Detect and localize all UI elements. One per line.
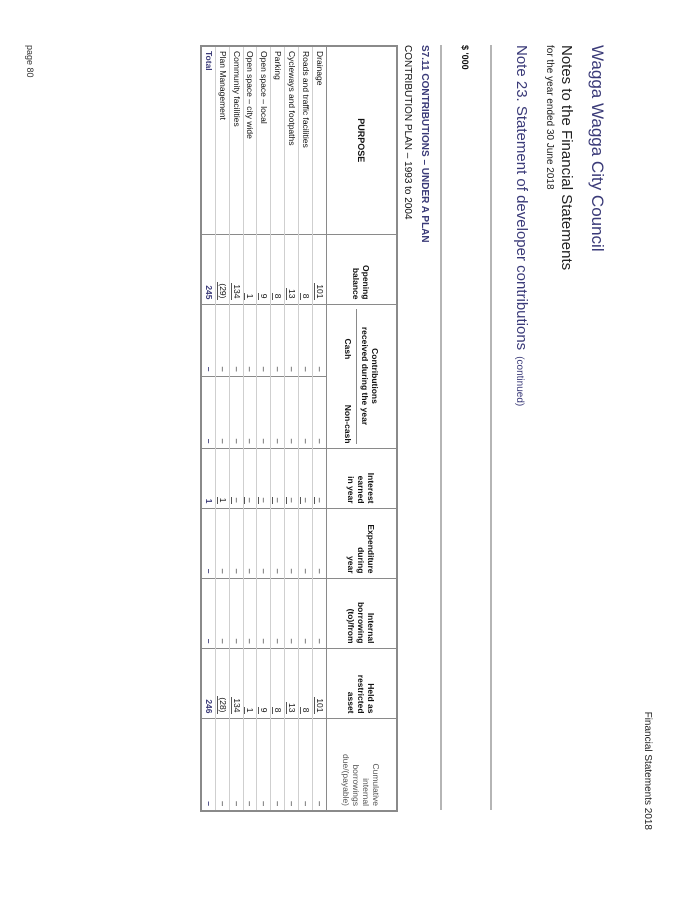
table-row (299, 46, 313, 811)
cell-cumulative: – (285, 718, 299, 811)
header-opening: Opening balance (327, 234, 398, 304)
cell-noncash: – (271, 376, 285, 448)
header-expenditure: Expenditure during year (327, 508, 398, 578)
cell-purpose: Open space – local (257, 46, 271, 234)
cell-opening: (29) (215, 234, 229, 304)
divider (490, 45, 492, 810)
cell-cumulative: – (243, 718, 257, 811)
cell-cumulative: – (229, 718, 243, 811)
cell-cash: – (313, 304, 327, 376)
header-noncash: Non-cash (343, 404, 353, 444)
cell-held: 8 (299, 648, 313, 718)
cell-noncash: – (229, 376, 243, 448)
cell-held: 1 (243, 648, 257, 718)
cell-held: 9 (257, 648, 271, 718)
cell-cash: – (201, 304, 215, 376)
table-body (201, 46, 327, 811)
cell-cumulative: – (201, 718, 215, 811)
header-contributions (327, 304, 398, 448)
units-label: $ '000 (460, 45, 470, 70)
cell-cash: – (229, 304, 243, 376)
cell-cash: – (271, 304, 285, 376)
cell-internal: – (201, 578, 215, 648)
cell-cumulative: – (257, 718, 271, 811)
cell-interest: 1 (201, 448, 215, 508)
cell-expenditure: – (285, 508, 299, 578)
table-row (215, 46, 229, 811)
cell-purpose: Total (201, 46, 215, 234)
cell-held: 8 (271, 648, 285, 718)
cell-internal: – (243, 578, 257, 648)
header-interest: Interest earned in year (327, 448, 398, 508)
cell-purpose: Parking (271, 46, 285, 234)
cell-expenditure: – (201, 508, 215, 578)
cell-held: 101 (313, 648, 327, 718)
table-header-row (327, 46, 398, 811)
cell-opening: 1 (243, 234, 257, 304)
contributions-table (200, 45, 398, 812)
table-row (271, 46, 285, 811)
cell-cumulative: – (299, 718, 313, 811)
cell-opening: 245 (201, 234, 215, 304)
cell-internal: – (215, 578, 229, 648)
cell-interest: – (271, 448, 285, 508)
notes-subtitle: for the year ended 30 June 2018 (544, 45, 555, 190)
cell-noncash: – (201, 376, 215, 448)
header-contributions-title: Contributions received during the year (356, 309, 380, 444)
cell-expenditure: – (313, 508, 327, 578)
cell-cumulative: – (271, 718, 285, 811)
note-continued: (continued) (514, 356, 525, 407)
cell-noncash: – (285, 376, 299, 448)
cell-opening: 8 (271, 234, 285, 304)
header-purpose: PURPOSE (327, 46, 398, 234)
cell-held: 134 (229, 648, 243, 718)
cell-opening: 8 (299, 234, 313, 304)
cell-interest: – (313, 448, 327, 508)
cell-cash: – (299, 304, 313, 376)
header-internal: Internal borrowing (to)/from (327, 578, 398, 648)
table-row (243, 46, 257, 811)
cell-purpose: Open space – city wide (243, 46, 257, 234)
cell-opening: 134 (229, 234, 243, 304)
cell-held: 13 (285, 648, 299, 718)
cell-internal: – (313, 578, 327, 648)
cell-purpose: Cycleways and footpaths (285, 46, 299, 234)
cell-noncash: – (243, 376, 257, 448)
cell-internal: – (257, 578, 271, 648)
note-heading (513, 45, 530, 406)
cell-opening: 101 (313, 234, 327, 304)
council-name: Wagga Wagga City Council (588, 45, 607, 252)
cell-cash: – (257, 304, 271, 376)
cell-held: 246 (201, 648, 215, 718)
cell-cash: – (243, 304, 257, 376)
table-row (285, 46, 299, 811)
cell-purpose: Plan Management (215, 46, 229, 234)
cell-noncash: – (215, 376, 229, 448)
cell-purpose: Community facilities (229, 46, 243, 234)
cell-cumulative: – (215, 718, 229, 811)
table-row (257, 46, 271, 811)
cell-interest: – (243, 448, 257, 508)
cell-noncash: – (313, 376, 327, 448)
cell-purpose: Roads and traffic facilities (299, 46, 313, 234)
table-row (313, 46, 327, 811)
cell-noncash: – (299, 376, 313, 448)
cell-interest: – (257, 448, 271, 508)
cell-interest: – (229, 448, 243, 508)
cell-expenditure: – (271, 508, 285, 578)
cell-internal: – (299, 578, 313, 648)
cell-internal: – (229, 578, 243, 648)
note-title: Note 23. Statement of developer contributions (513, 45, 530, 351)
report-title: Financial Statements 2018 (642, 711, 653, 830)
page-number: page 80 (25, 45, 35, 78)
cell-opening: 9 (257, 234, 271, 304)
cell-purpose: Drainage (313, 46, 327, 234)
cell-interest: – (299, 448, 313, 508)
cell-held: (28) (215, 648, 229, 718)
cell-cumulative: – (313, 718, 327, 811)
plan-title: CONTRIBUTION PLAN – 1993 to 2004 (402, 45, 413, 220)
section-heading: S7.11 CONTRIBUTIONS – UNDER A PLAN (419, 45, 430, 243)
header-held: Held as restricted asset (327, 648, 398, 718)
cell-cash: – (285, 304, 299, 376)
header-cumulative: Cumulative internal borrowings due/(payable) (327, 718, 398, 811)
cell-expenditure: – (215, 508, 229, 578)
divider (440, 45, 442, 810)
cell-internal: – (285, 578, 299, 648)
header-cash: Cash (343, 338, 353, 360)
cell-opening: 13 (285, 234, 299, 304)
cell-cash: – (215, 304, 229, 376)
notes-title: Notes to the Financial Statements (558, 45, 575, 271)
cell-expenditure: – (257, 508, 271, 578)
cell-expenditure: – (229, 508, 243, 578)
cell-interest: – (285, 448, 299, 508)
total-row (201, 46, 215, 811)
cell-internal: – (271, 578, 285, 648)
cell-interest: 1 (215, 448, 229, 508)
cell-expenditure: – (299, 508, 313, 578)
cell-noncash: – (257, 376, 271, 448)
cell-expenditure: – (243, 508, 257, 578)
table-row (229, 46, 243, 811)
